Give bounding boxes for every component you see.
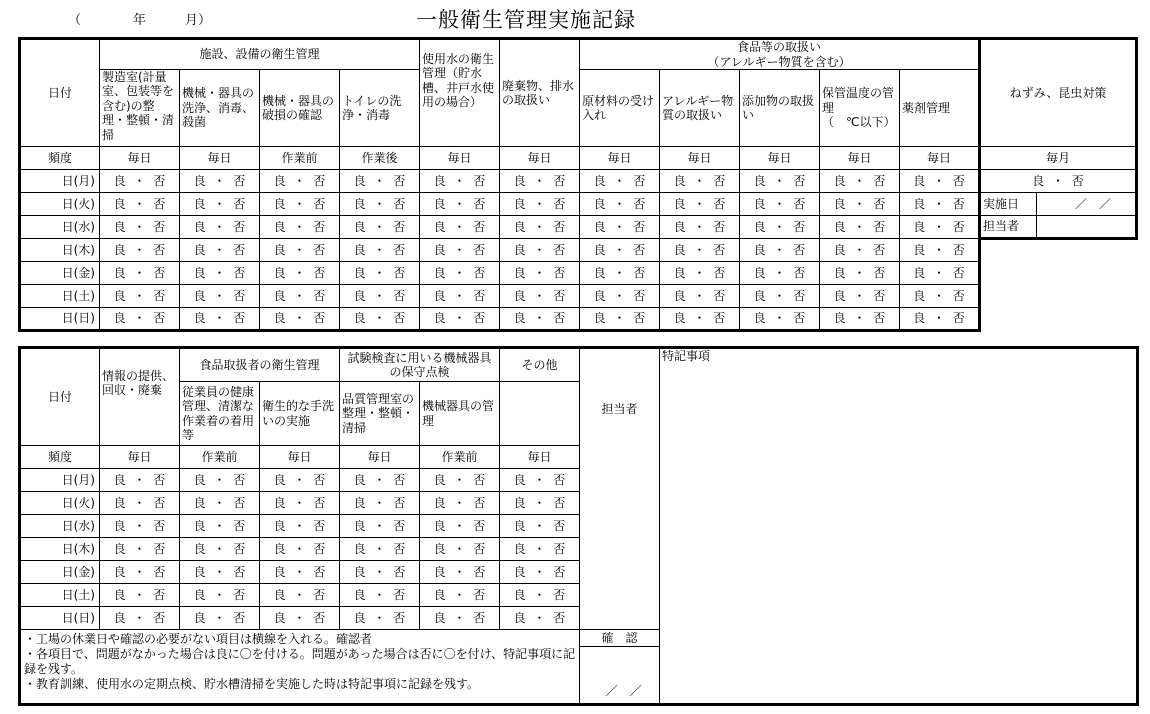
result-mark[interactable]: 良 ・ 否	[580, 285, 660, 308]
frequency-cell: 毎日	[420, 147, 500, 170]
col-header: アレルギー物質の取扱い	[660, 70, 740, 147]
row-date-label: 日(月)	[20, 469, 100, 492]
result-mark[interactable]: 良 ・ 否	[500, 308, 580, 331]
result-mark[interactable]: 良 ・ 否	[260, 561, 340, 584]
result-mark[interactable]: 良 ・ 否	[260, 584, 340, 607]
result-mark[interactable]: 良 ・ 否	[260, 607, 340, 630]
col-header: 機械器具の管理	[420, 382, 500, 446]
frequency-cell: 毎日	[180, 147, 260, 170]
result-mark[interactable]: 良 ・ 否	[420, 584, 500, 607]
result-mark[interactable]: 良 ・ 否	[420, 285, 500, 308]
result-mark[interactable]: 良 ・ 否	[580, 170, 660, 193]
result-mark[interactable]: 良 ・ 否	[340, 469, 420, 492]
result-mark[interactable]: 良 ・ 否	[740, 193, 820, 216]
result-mark[interactable]: 良 ・ 否	[100, 216, 180, 239]
result-mark[interactable]: 良 ・ 否	[900, 193, 980, 216]
result-mark[interactable]: 良 ・ 否	[820, 170, 900, 193]
row-date-label: 日(水)	[20, 216, 100, 239]
result-mark[interactable]: 良 ・ 否	[660, 308, 740, 331]
result-mark[interactable]: 良 ・ 否	[820, 193, 900, 216]
result-mark[interactable]: 良 ・ 否	[260, 308, 340, 331]
result-mark[interactable]: 良 ・ 否	[500, 584, 580, 607]
col-header: 使用水の衛生管理（貯水槽、井戸水使用の場合）	[420, 39, 500, 147]
result-mark[interactable]: 良 ・ 否	[740, 262, 820, 285]
row-date-label: 日(金)	[20, 262, 100, 285]
result-mark[interactable]: 良 ・ 否	[660, 285, 740, 308]
result-mark[interactable]: 良 ・ 否	[100, 584, 180, 607]
result-mark[interactable]: 良 ・ 否	[180, 193, 260, 216]
result-mark[interactable]: 良 ・ 否	[180, 170, 260, 193]
result-mark[interactable]: 良 ・ 否	[900, 262, 980, 285]
pest-frequency: 毎月	[980, 147, 1137, 170]
result-mark[interactable]: 良 ・ 否	[500, 262, 580, 285]
col-header: 品質管理室の整理・整頓・清掃	[340, 382, 420, 446]
group-facility-header: 施設、設備の衛生管理	[100, 39, 420, 70]
result-mark[interactable]: 良 ・ 否	[260, 492, 340, 515]
frequency-cell: 毎日	[500, 446, 580, 469]
result-mark[interactable]: 良 ・ 否	[340, 308, 420, 331]
frequency-cell: 毎日	[900, 147, 980, 170]
row-date-label: 日(水)	[20, 515, 100, 538]
result-mark[interactable]: 良 ・ 否	[500, 170, 580, 193]
result-mark[interactable]: 良 ・ 否	[340, 538, 420, 561]
result-mark[interactable]: 良 ・ 否	[100, 308, 180, 331]
result-mark[interactable]: 良 ・ 否	[580, 262, 660, 285]
col-header: トイレの洗浄・消毒	[340, 70, 420, 147]
pest-control-table	[978, 37, 1138, 240]
result-mark[interactable]: 良 ・ 否	[740, 170, 820, 193]
frequency-cell: 作業前	[260, 147, 340, 170]
result-mark[interactable]: 良 ・ 否	[420, 239, 500, 262]
frequency-cell: 毎日	[580, 147, 660, 170]
result-mark[interactable]: 良 ・ 否	[100, 285, 180, 308]
result-mark[interactable]: 良 ・ 否	[900, 285, 980, 308]
result-mark[interactable]: 良 ・ 否	[100, 469, 180, 492]
remarks-area[interactable]: 特記事項	[660, 348, 1138, 705]
result-mark[interactable]: 良 ・ 否	[260, 239, 340, 262]
result-mark[interactable]: 良 ・ 否	[500, 216, 580, 239]
row-date-label: 日(火)	[20, 193, 100, 216]
period-line: （ 年 月）	[68, 13, 212, 28]
result-mark[interactable]: 良 ・ 否	[420, 561, 500, 584]
result-mark[interactable]: 良 ・ 否	[900, 239, 980, 262]
frequency-cell: 作業前	[180, 446, 260, 469]
person-label: 担当者	[980, 216, 1037, 239]
result-mark[interactable]: 良 ・ 否	[180, 538, 260, 561]
frequency-cell: 毎日	[740, 147, 820, 170]
row-date-label: 日(木)	[20, 538, 100, 561]
col-header: その他	[500, 348, 580, 382]
frequency-cell: 毎日	[100, 446, 180, 469]
table-row	[20, 262, 980, 285]
person-column: 担当者	[580, 348, 660, 630]
result-mark[interactable]: 良 ・ 否	[580, 239, 660, 262]
result-mark[interactable]: 良 ・ 否	[260, 515, 340, 538]
row-date-label: 日(日)	[20, 607, 100, 630]
result-mark[interactable]: 良 ・ 否	[420, 607, 500, 630]
result-mark[interactable]: 良 ・ 否	[180, 515, 260, 538]
result-mark[interactable]: 良 ・ 否	[100, 239, 180, 262]
frequency-cell: 毎日	[660, 147, 740, 170]
frequency-cell: 作業後	[340, 147, 420, 170]
table-row	[20, 308, 980, 331]
row-date-label: 日(木)	[20, 239, 100, 262]
result-mark[interactable]: 良 ・ 否	[500, 239, 580, 262]
row-date-label: 日(月)	[20, 170, 100, 193]
confirm-box	[580, 630, 660, 705]
result-mark[interactable]: 良 ・ 否	[900, 170, 980, 193]
frequency-header: 頻度	[20, 147, 100, 170]
result-mark[interactable]: 良 ・ 否	[180, 492, 260, 515]
result-mark[interactable]: 良 ・ 否	[180, 262, 260, 285]
result-mark[interactable]: 良 ・ 否	[340, 239, 420, 262]
result-mark[interactable]: 良 ・ 否	[820, 285, 900, 308]
result-mark[interactable]: 良 ・ 否	[580, 216, 660, 239]
result-mark[interactable]: 良 ・ 否	[500, 193, 580, 216]
notes	[20, 630, 580, 705]
confirm-field[interactable]: ／ ／	[605, 684, 642, 698]
impl-date-label: 実施日	[980, 193, 1037, 216]
result-mark[interactable]: 良 ・ 否	[340, 262, 420, 285]
result-mark[interactable]: 良 ・ 否	[180, 216, 260, 239]
result-mark[interactable]: 良 ・ 否	[100, 170, 180, 193]
result-mark[interactable]: 良 ・ 否	[260, 170, 340, 193]
result-mark[interactable]: 良 ・ 否	[180, 469, 260, 492]
result-mark[interactable]: 良 ・ 否	[740, 308, 820, 331]
result-mark[interactable]: 良 ・ 否	[500, 285, 580, 308]
date-header: 日付	[20, 348, 100, 446]
result-mark[interactable]: 良 ・ 否	[420, 170, 500, 193]
result-mark[interactable]: 良 ・ 否	[660, 193, 740, 216]
table-row	[20, 285, 980, 308]
col-header-empty	[500, 382, 580, 446]
impl-date-field[interactable]: ／ ／	[1037, 193, 1137, 216]
result-mark[interactable]: 良 ・ 否	[420, 538, 500, 561]
result-mark[interactable]: 良 ・ 否	[820, 308, 900, 331]
result-mark[interactable]: 良 ・ 否	[340, 607, 420, 630]
col-header: 原材料の受け入れ	[580, 70, 660, 147]
handler-hygiene-table	[18, 346, 1139, 706]
result-mark[interactable]: 良 ・ 否	[100, 492, 180, 515]
result-mark[interactable]: 良 ・ 否	[180, 308, 260, 331]
result-mark[interactable]: 良 ・ 否	[740, 239, 820, 262]
result-mark[interactable]: 良 ・ 否	[580, 308, 660, 331]
col-header: 情報の提供、回収・廃棄	[100, 348, 180, 446]
result-mark[interactable]: 良 ・ 否	[660, 216, 740, 239]
result-mark[interactable]: 良 ・ 否	[340, 515, 420, 538]
row-date-label: 日(土)	[20, 584, 100, 607]
result-mark[interactable]: 良 ・ 否	[660, 239, 740, 262]
frequency-cell: 毎日	[500, 147, 580, 170]
frequency-cell: 毎日	[260, 446, 340, 469]
result-mark[interactable]: 良 ・ 否	[740, 216, 820, 239]
table-row	[20, 170, 980, 193]
result-mark[interactable]: 良 ・ 否	[340, 170, 420, 193]
table-row	[20, 193, 980, 216]
result-mark[interactable]: 良 ・ 否	[900, 308, 980, 331]
result-mark[interactable]: 良 ・ 否	[660, 170, 740, 193]
pest-result-mark[interactable]: 良 ・ 否	[980, 170, 1137, 193]
result-mark[interactable]: 良 ・ 否	[180, 561, 260, 584]
result-mark[interactable]: 良 ・ 否	[180, 239, 260, 262]
result-mark[interactable]: 良 ・ 否	[820, 262, 900, 285]
pest-header: ねずみ、昆虫対策	[980, 39, 1137, 147]
col-header: 従業員の健康管理、清潔な作業着の着用等	[180, 382, 260, 446]
result-mark[interactable]: 良 ・ 否	[260, 262, 340, 285]
frequency-header: 頻度	[20, 446, 100, 469]
person-field[interactable]	[1037, 216, 1137, 239]
note-line: ・教育訓練、使用水の定期点検、貯水槽清掃を実施した時は特記事項に記録を残す。	[24, 677, 480, 691]
result-mark[interactable]: 良 ・ 否	[420, 308, 500, 331]
col-header: 保管温度の管理 （ ℃以下）	[820, 70, 900, 147]
result-mark[interactable]: 良 ・ 否	[420, 515, 500, 538]
row-date-label: 日(金)	[20, 561, 100, 584]
result-mark[interactable]: 良 ・ 否	[500, 607, 580, 630]
result-mark[interactable]: 良 ・ 否	[100, 262, 180, 285]
date-header: 日付	[20, 39, 100, 147]
row-date-label: 日(火)	[20, 492, 100, 515]
table-row	[20, 239, 980, 262]
result-mark[interactable]: 良 ・ 否	[580, 193, 660, 216]
frequency-cell: 毎日	[820, 147, 900, 170]
col-header: 機械・器具の破損の確認	[260, 70, 340, 147]
result-mark[interactable]: 良 ・ 否	[100, 193, 180, 216]
result-mark[interactable]: 良 ・ 否	[660, 262, 740, 285]
result-mark[interactable]: 良 ・ 否	[820, 239, 900, 262]
result-mark[interactable]: 良 ・ 否	[420, 492, 500, 515]
result-mark[interactable]: 良 ・ 否	[260, 193, 340, 216]
result-mark[interactable]: 良 ・ 否	[100, 607, 180, 630]
result-mark[interactable]: 良 ・ 否	[500, 469, 580, 492]
result-mark[interactable]: 良 ・ 否	[100, 561, 180, 584]
result-mark[interactable]: 良 ・ 否	[180, 607, 260, 630]
facility-hygiene-table	[18, 37, 981, 332]
result-mark[interactable]: 良 ・ 否	[100, 515, 180, 538]
col-header: 製造室(計量室、包装等を含む)の整理・整頓・清掃	[100, 70, 180, 147]
col-header: 廃棄物、排水の取扱い	[500, 39, 580, 147]
confirm-label: 確 認	[580, 630, 659, 647]
col-header: 衛生的な手洗いの実施	[260, 382, 340, 446]
frequency-cell: 作業前	[420, 446, 500, 469]
page-title: 一般衛生管理実施記録	[416, 8, 636, 32]
frequency-cell: 毎日	[100, 147, 180, 170]
result-mark[interactable]: 良 ・ 否	[340, 561, 420, 584]
result-mark[interactable]: 良 ・ 否	[260, 538, 340, 561]
result-mark[interactable]: 良 ・ 否	[420, 193, 500, 216]
result-mark[interactable]: 良 ・ 否	[420, 262, 500, 285]
result-mark[interactable]: 良 ・ 否	[260, 469, 340, 492]
note-line: ・工場の休業日や確認の必要がない項目は横線を入れる。確認者	[24, 632, 373, 646]
result-mark[interactable]: 良 ・ 否	[420, 216, 500, 239]
result-mark[interactable]: 良 ・ 否	[180, 584, 260, 607]
note-line: ・各項目で、問題がなかった場合は良に〇を付ける。問題があった場合は否に〇を付け、特記事項に記録を残す。	[24, 647, 576, 676]
col-header: 添加物の取扱い	[740, 70, 820, 147]
result-mark[interactable]: 良 ・ 否	[180, 285, 260, 308]
result-mark[interactable]: 良 ・ 否	[500, 492, 580, 515]
result-mark[interactable]: 良 ・ 否	[340, 285, 420, 308]
result-mark[interactable]: 良 ・ 否	[420, 469, 500, 492]
result-mark[interactable]: 良 ・ 否	[740, 285, 820, 308]
result-mark[interactable]: 良 ・ 否	[900, 216, 980, 239]
col-header: 機械・器具の洗浄、消毒、殺菌	[180, 70, 260, 147]
group-food-header: 食品等の取扱い （アレルギー物質を含む）	[580, 39, 980, 70]
result-mark[interactable]: 良 ・ 否	[500, 515, 580, 538]
col-header: 薬剤管理	[900, 70, 980, 147]
result-mark[interactable]: 良 ・ 否	[260, 216, 340, 239]
result-mark[interactable]: 良 ・ 否	[500, 538, 580, 561]
result-mark[interactable]: 良 ・ 否	[340, 584, 420, 607]
group-handler-header: 食品取扱者の衛生管理	[180, 348, 340, 382]
row-date-label: 日(日)	[20, 308, 100, 331]
result-mark[interactable]: 良 ・ 否	[820, 216, 900, 239]
result-mark[interactable]: 良 ・ 否	[100, 538, 180, 561]
table-row	[20, 216, 980, 239]
row-date-label: 日(土)	[20, 285, 100, 308]
frequency-cell: 毎日	[340, 446, 420, 469]
result-mark[interactable]: 良 ・ 否	[340, 492, 420, 515]
group-test-header: 試験検査に用いる機械器具の保守点検	[340, 348, 500, 382]
result-mark[interactable]: 良 ・ 否	[340, 216, 420, 239]
result-mark[interactable]: 良 ・ 否	[500, 561, 580, 584]
result-mark[interactable]: 良 ・ 否	[260, 285, 340, 308]
result-mark[interactable]: 良 ・ 否	[340, 193, 420, 216]
